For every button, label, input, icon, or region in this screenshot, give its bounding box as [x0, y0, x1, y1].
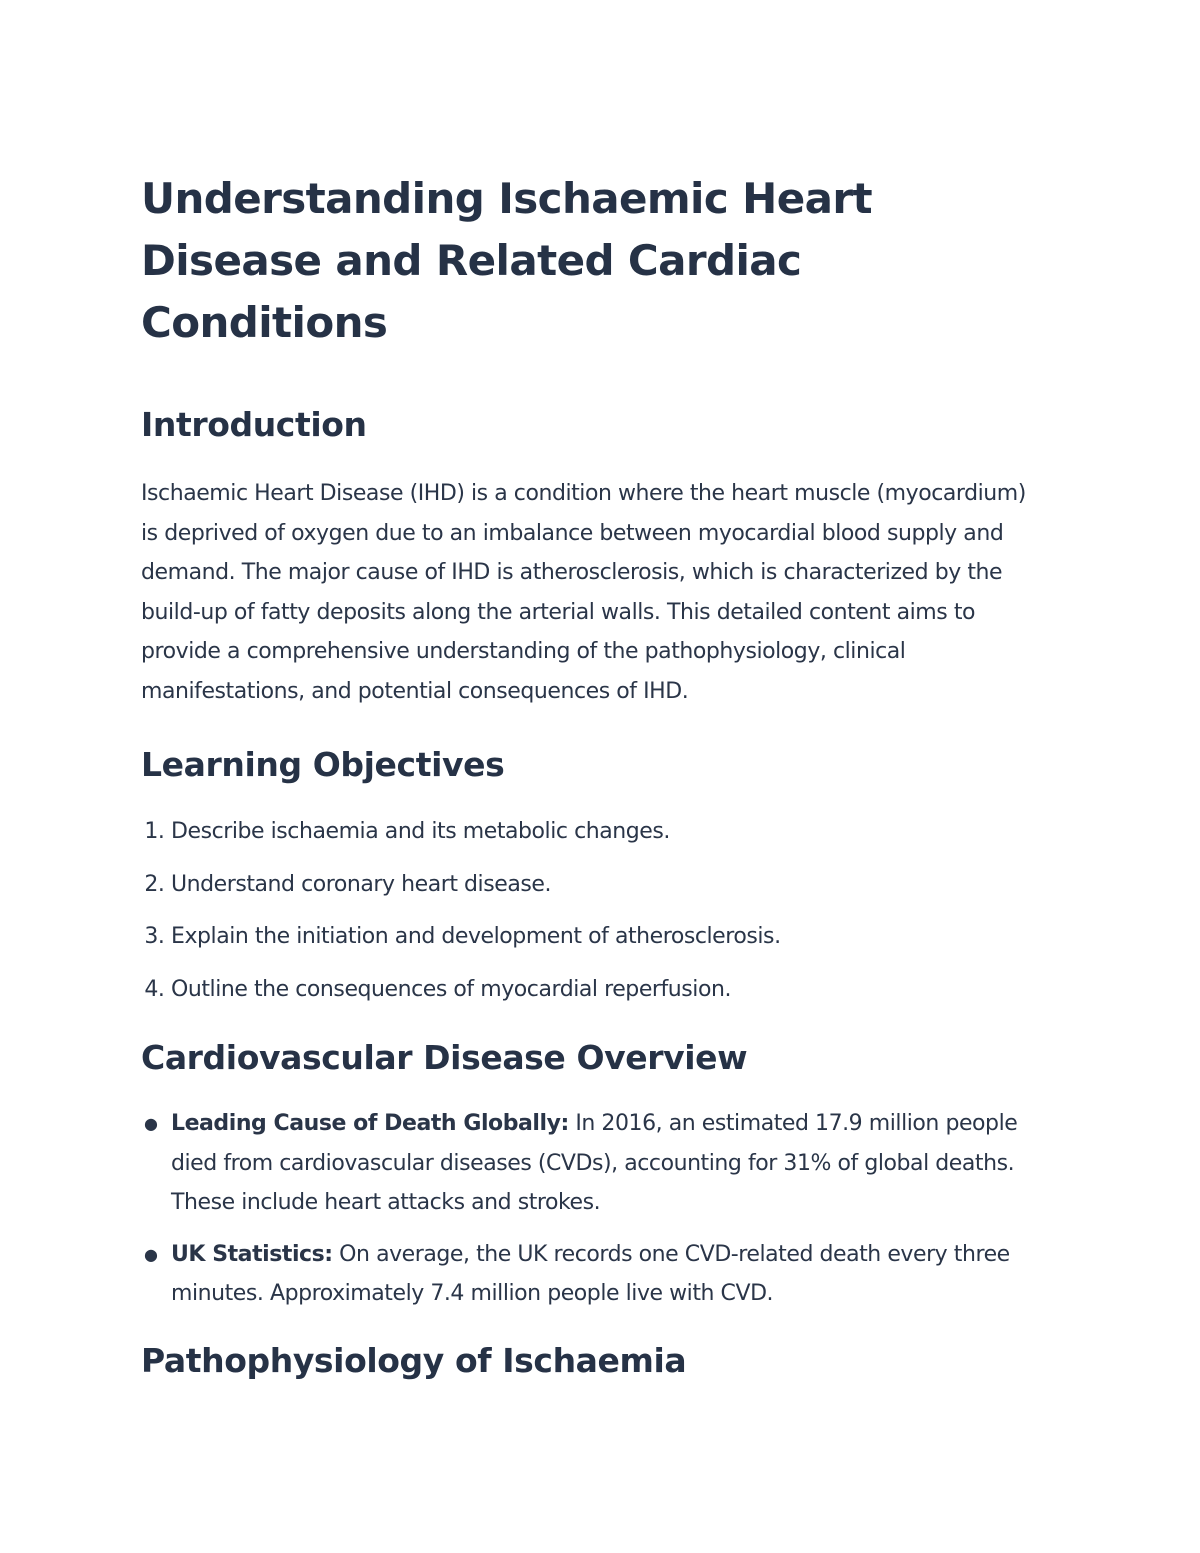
cvd-overview-list [141, 1104, 1061, 1314]
objective-item: 3. Explain the initiation and development of atherosclerosis. [171, 917, 1061, 957]
cvd-item-text: In 2016, an estimated 17.9 million people died from cardiovascular diseases (CVDs), accounting for 31% of global deaths. These include heart attacks and strokes. [171, 1111, 1018, 1215]
bullet-icon: ● [144, 1244, 158, 1264]
cvd-overview-heading: Cardiovascular Disease Overview [141, 1038, 748, 1077]
cvd-item-label: Leading Cause of Death Globally: [171, 1111, 569, 1136]
cvd-item-text: On average, the UK records one CVD-related death every three minutes. Approximately 7.4 million people live with CVD. [171, 1241, 1010, 1306]
introduction-paragraph: Ischaemic Heart Disease (IHD) is a condition where the heart muscle (myocardium) is deprived of oxygen due to an imbalance between myocardial blood supply and demand. The major cause of IHD is atherosclerosis, which is characterized by the build-up of fatty deposits along the arterial walls. This detailed content aims to provide a comprehensive understanding of the pathophysiology, clinical manifestations, and potential consequences of IHD. [141, 481, 1026, 704]
objective-item: 2. Understand coronary heart disease. [171, 865, 1061, 905]
introduction-heading: Introduction [141, 405, 367, 444]
objective-item: 4. Outline the consequences of myocardial reperfusion. [171, 970, 1061, 1010]
cvd-list-item [144, 1235, 1061, 1314]
learning-objectives-list [141, 812, 1061, 1009]
cvd-list-item [144, 1104, 1061, 1223]
pathophysiology-heading: Pathophysiology of Ischaemia [141, 1340, 687, 1380]
bullet-icon: ● [144, 1114, 158, 1133]
document-page [141, 168, 1061, 1383]
document-title: Understanding Ischaemic Heart Disease and Related Cardiac Conditions [141, 174, 872, 347]
learning-objectives-heading: Learning Objectives [141, 745, 505, 784]
objective-item: 1. Describe ischaemia and its metabolic changes. [171, 812, 1061, 852]
cvd-item-label: UK Statistics: [171, 1241, 333, 1267]
